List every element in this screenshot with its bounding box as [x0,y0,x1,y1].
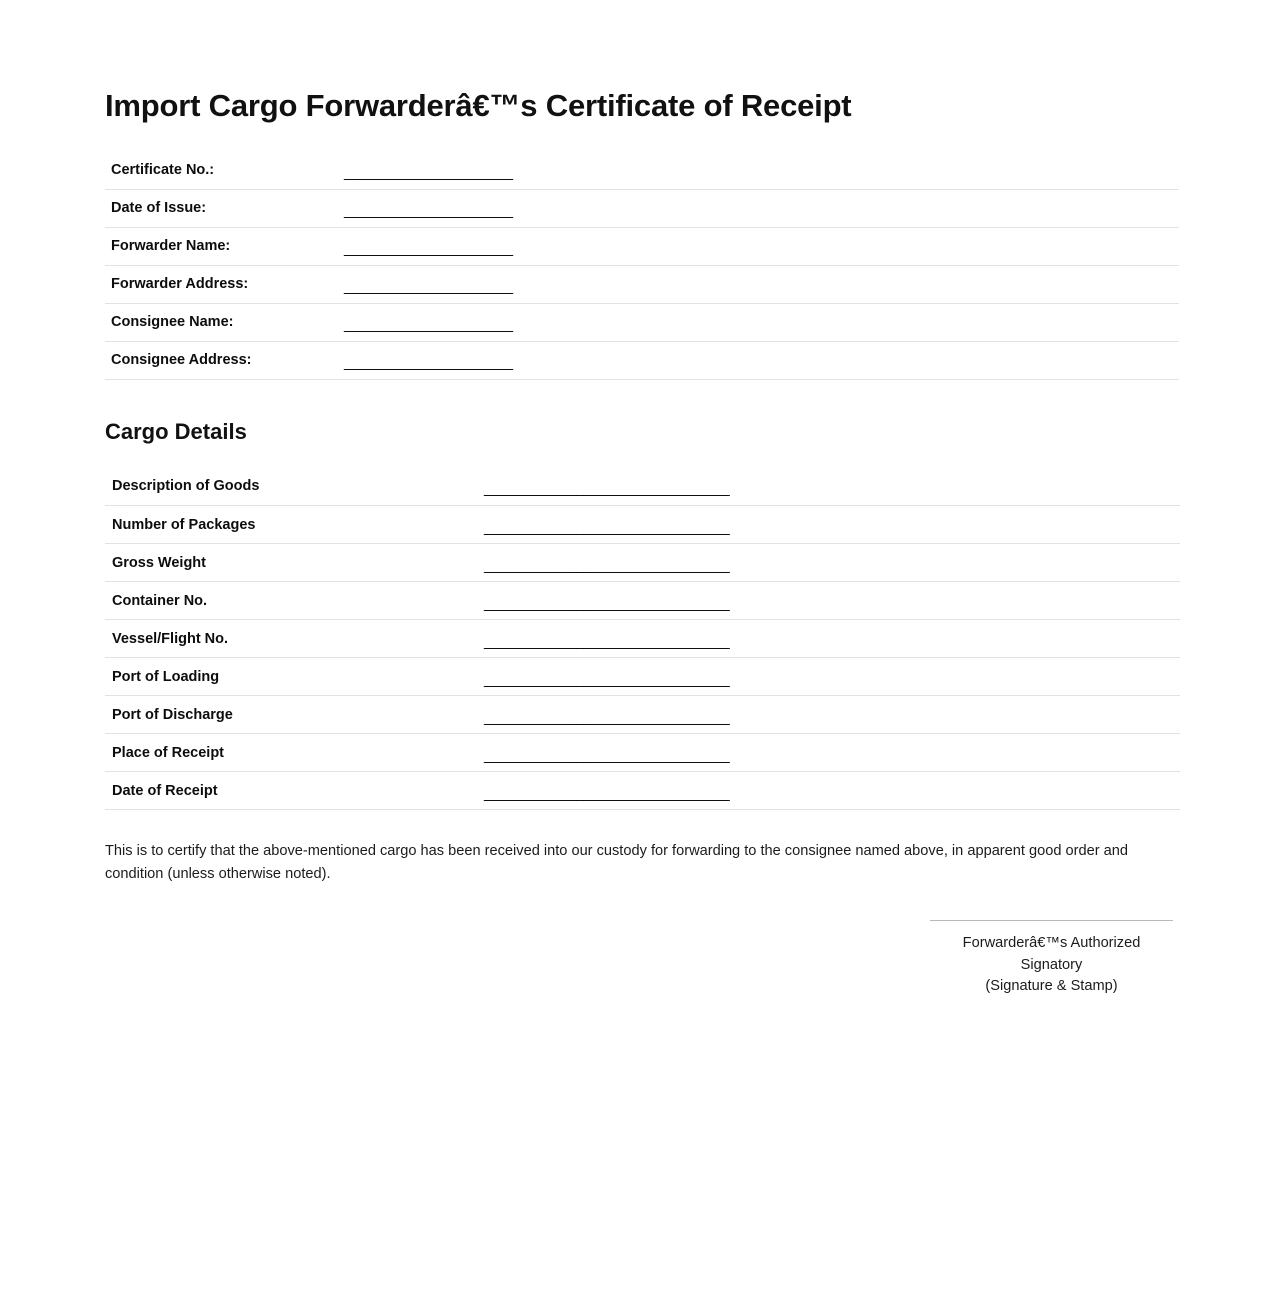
signature-line-3: (Signature & Stamp) [985,978,1118,994]
header-field-row [105,227,1179,265]
field-label: Date of Receipt [112,782,218,799]
field-label: Date of Issue: [111,200,207,216]
header-field-row-value[interactable] [344,151,1179,189]
header-fields-body [105,151,1179,379]
cargo-field-row-value[interactable] [484,582,1180,620]
cargo-field-row-value[interactable] [484,734,1180,772]
field-label: Port of Loading [112,668,220,685]
certification-statement: This is to certify that the above-mentioned cargo has been received into our custody for forwarding to the consignee named above, in apparent good order and condition (unless otherwise noted). [105,843,1129,882]
cargo-field-row [105,620,1180,658]
header-field-row [105,265,1179,303]
header-field-row-value[interactable] [344,227,1179,265]
cargo-field-row-label [105,468,484,506]
fill-in-blank[interactable]: ______________________ [344,164,513,181]
cargo-field-row [105,468,1180,506]
fill-in-blank[interactable]: ________________________________ [484,709,730,726]
cargo-field-row-value[interactable] [484,544,1180,582]
header-field-row-label [105,341,344,379]
cargo-field-row-label [105,696,484,734]
fill-in-blank[interactable]: ________________________________ [484,481,730,498]
field-label: Description of Goods [112,478,260,495]
fill-in-blank[interactable]: ________________________________ [484,557,730,574]
cargo-field-row [105,544,1180,582]
header-fields-table [105,151,1179,380]
header-field-row-label [105,151,344,189]
cargo-field-row-label [105,772,484,810]
cargo-field-row [105,696,1180,734]
fill-in-blank[interactable]: ________________________________ [484,595,730,612]
header-field-row-label [105,227,344,265]
header-field-row-label [105,303,344,341]
field-label: Place of Receipt [112,744,225,761]
cargo-details-table [105,468,1180,811]
fill-in-blank[interactable]: ______________________ [344,317,513,333]
fill-in-blank[interactable]: ________________________________ [484,671,730,688]
cargo-field-row [105,506,1180,544]
header-field-row-label [105,265,344,303]
field-label: Vessel/Flight No. [112,630,229,647]
cargo-field-row-value[interactable] [484,772,1180,810]
page-title: Import Cargo Forwarderâ€™s Certificate of Receipt [105,88,852,123]
cargo-field-row-value[interactable] [484,468,1180,506]
field-label: Consignee Address: [111,352,252,368]
field-label: Forwarder Name: [111,238,231,254]
fill-in-blank[interactable]: ______________________ [344,241,513,257]
fill-in-blank[interactable]: ______________________ [344,355,513,371]
header-field-row-value[interactable] [344,303,1179,341]
cargo-field-row-label [105,544,484,582]
fill-in-blank[interactable]: ______________________ [344,203,513,219]
cargo-details-heading: Cargo Details [105,418,247,444]
fill-in-blank[interactable]: ________________________________ [484,519,730,536]
header-field-row [105,341,1179,379]
cargo-field-row-value[interactable] [484,506,1180,544]
field-label: Gross Weight [112,554,206,571]
header-field-row [105,303,1179,341]
cargo-field-row-label [105,582,484,620]
field-label: Consignee Name: [111,314,234,330]
fill-in-blank[interactable]: ________________________________ [484,785,730,802]
cargo-fields-body [105,468,1180,810]
signature-line-2: Signatory [1020,956,1083,973]
fill-in-blank[interactable]: ________________________________ [484,633,730,650]
cargo-field-row [105,658,1180,696]
cargo-field-row-value[interactable] [484,658,1180,696]
cargo-field-row [105,772,1180,810]
fill-in-blank[interactable]: ________________________________ [484,747,730,764]
signature-caption [930,921,1173,998]
cargo-field-row-label [105,658,484,696]
header-field-row [105,151,1179,189]
cargo-field-row-label [105,734,484,772]
header-field-row-label [105,189,344,227]
cargo-field-row-label [105,620,484,658]
cargo-field-row-value[interactable] [484,620,1180,658]
cargo-field-row [105,734,1180,772]
header-field-row-value[interactable] [344,341,1179,379]
field-label: Number of Packages [112,516,256,533]
signature-block [930,920,1173,998]
header-field-row-value[interactable] [344,265,1179,303]
field-label: Port of Discharge [112,706,233,723]
field-label: Container No. [112,592,208,609]
field-label: Certificate No.: [111,161,215,178]
cargo-field-row-value[interactable] [484,696,1180,734]
header-field-row [105,189,1179,227]
cargo-field-row [105,582,1180,620]
field-label: Forwarder Address: [111,276,249,292]
cargo-field-row-label [105,506,484,544]
signature-line-1: Forwarderâ€™s Authorized [962,935,1141,951]
header-field-row-value[interactable] [344,189,1179,227]
fill-in-blank[interactable]: ______________________ [344,279,513,295]
